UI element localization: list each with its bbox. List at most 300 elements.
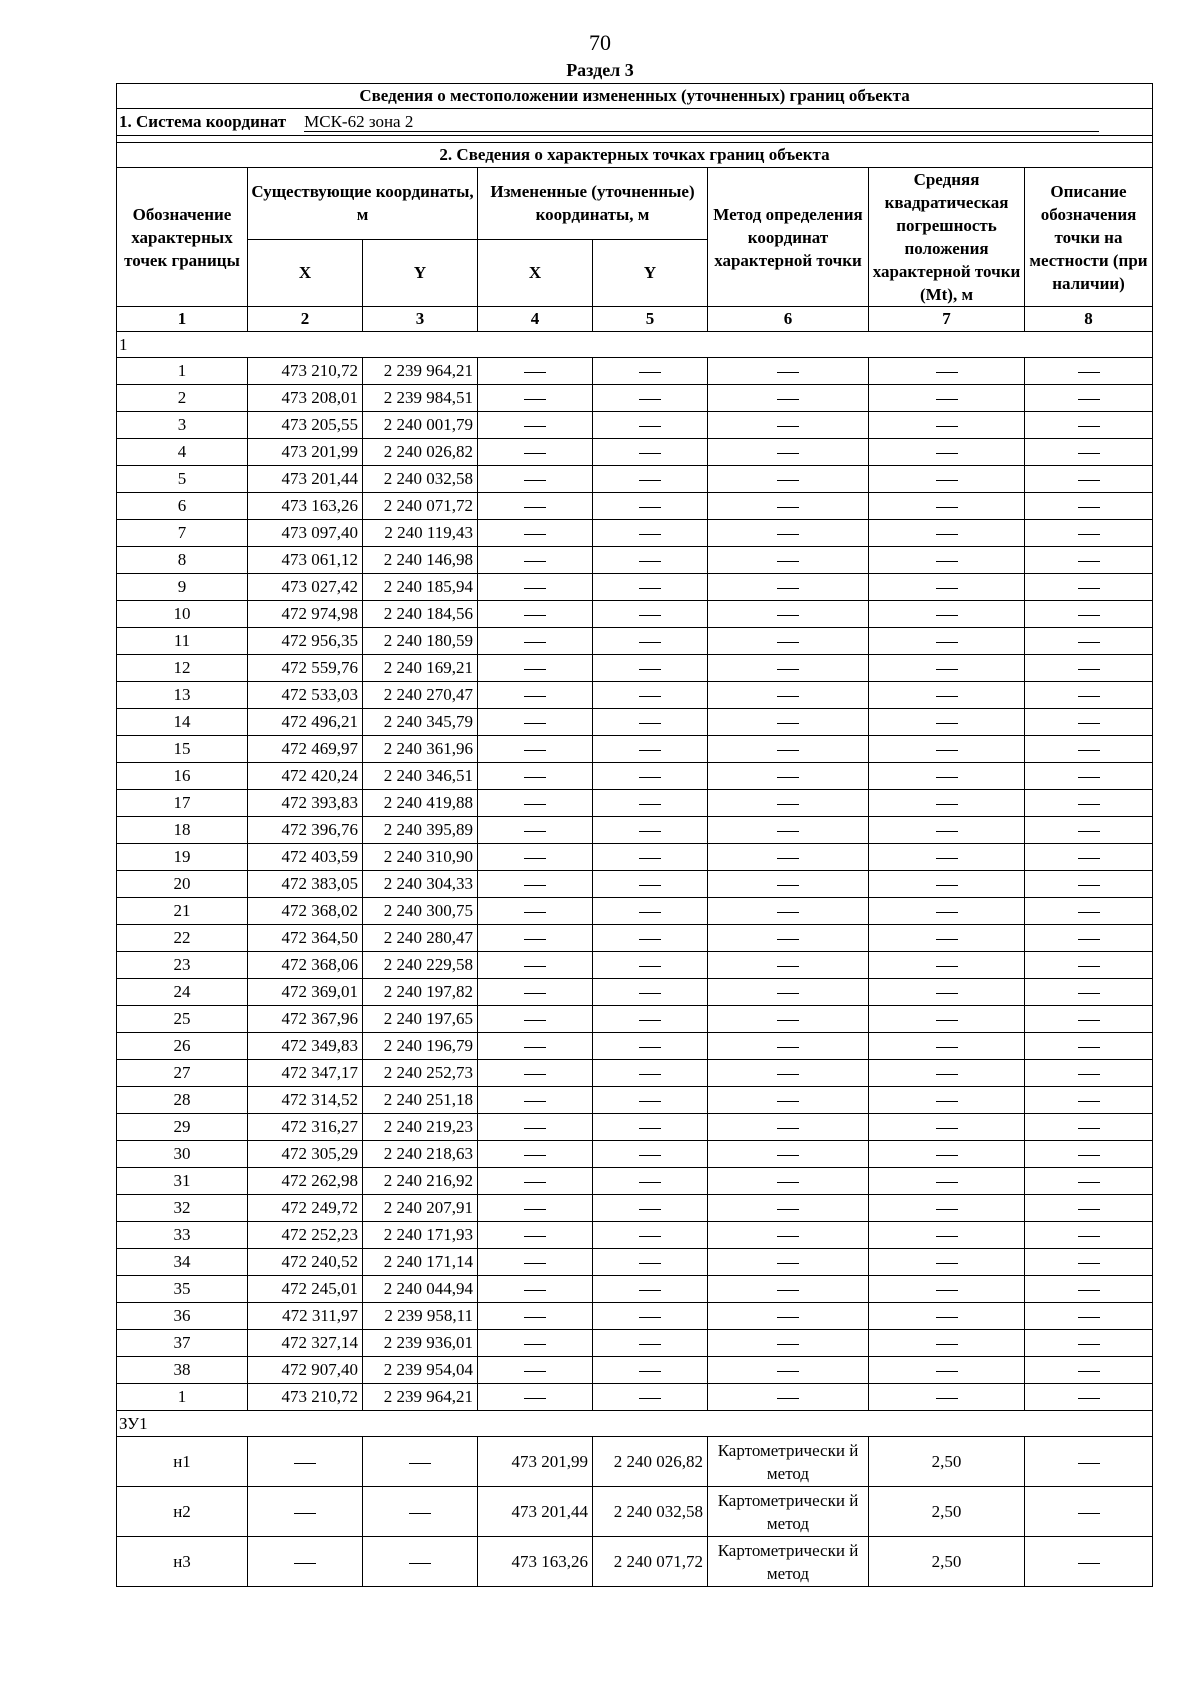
dash-mark [639,642,661,643]
empty-cell [1025,790,1153,817]
empty-cell [708,763,869,790]
dash-mark [936,399,958,400]
dash-mark [936,372,958,373]
table-row [117,1033,1153,1060]
empty-cell [593,817,708,844]
table-row [117,844,1153,871]
table-row [117,817,1153,844]
empty-cell [869,952,1025,979]
point-number: 26 [117,1033,248,1060]
empty-cell [478,547,593,574]
dash-mark [777,615,799,616]
table-row [117,1195,1153,1222]
dash-mark [409,1463,431,1464]
empty-cell [593,1222,708,1249]
dash-mark [936,858,958,859]
existing-x: 472 367,96 [248,1006,363,1033]
dash-mark [1078,939,1100,940]
existing-y: 2 240 119,43 [363,520,478,547]
empty-cell [708,1060,869,1087]
empty-cell [708,1249,869,1276]
empty-cell [593,1276,708,1303]
dash-mark [1078,1398,1100,1399]
empty-cell [593,925,708,952]
coord-system-value: МСК-62 зона 2 [304,113,1099,132]
dash-mark [936,912,958,913]
point-number: 15 [117,736,248,763]
existing-x: 472 393,83 [248,790,363,817]
existing-y: 2 240 361,96 [363,736,478,763]
existing-y: 2 240 229,58 [363,952,478,979]
dash-mark [1078,453,1100,454]
empty-cell [478,1276,593,1303]
dash-mark [639,993,661,994]
dash-mark [777,1182,799,1183]
dash-mark [639,777,661,778]
table-row [117,1249,1153,1276]
empty-cell [478,493,593,520]
dash-mark [524,777,546,778]
empty-cell [1025,655,1153,682]
dash-mark [936,885,958,886]
empty-cell [869,1357,1025,1384]
empty-cell [1025,898,1153,925]
empty-cell [593,1114,708,1141]
dash-mark [294,1563,316,1564]
point-number: 18 [117,817,248,844]
method: Картометрически й метод [708,1437,869,1487]
empty-cell [593,466,708,493]
dash-mark [936,1182,958,1183]
empty-cell [708,655,869,682]
point-number: 8 [117,547,248,574]
changed-x: 473 163,26 [478,1537,593,1587]
empty-cell [478,628,593,655]
empty-cell [1025,1276,1153,1303]
dash-mark [639,723,661,724]
existing-y: 2 240 026,82 [363,439,478,466]
point-number: 27 [117,1060,248,1087]
existing-y: 2 240 032,58 [363,466,478,493]
empty-cell [478,925,593,952]
dash-mark [1078,993,1100,994]
dash-mark [524,1074,546,1075]
dash-mark [1078,507,1100,508]
column-number: 6 [708,307,869,332]
empty-cell [708,1033,869,1060]
dash-mark [524,1155,546,1156]
column-number: 4 [478,307,593,332]
empty-cell [869,979,1025,1006]
dash-mark [1078,1128,1100,1129]
existing-x: 472 559,76 [248,655,363,682]
empty-cell [1025,682,1153,709]
dash-mark [777,1101,799,1102]
dash-mark [1078,1236,1100,1237]
dash-mark [1078,1020,1100,1021]
dash-mark [777,858,799,859]
empty-cell [593,1249,708,1276]
dash-mark [936,1047,958,1048]
table-row [117,1357,1153,1384]
table-row [117,628,1153,655]
empty-cell [869,358,1025,385]
header-method: Метод определения координат характерной точки [708,168,869,307]
empty-cell [478,601,593,628]
empty-cell [1025,952,1153,979]
dash-mark [524,723,546,724]
existing-x: 472 240,52 [248,1249,363,1276]
empty-cell [593,1330,708,1357]
empty-cell [593,628,708,655]
existing-y: 2 240 304,33 [363,871,478,898]
dash-mark [524,372,546,373]
column-numbers-row [117,307,1153,332]
empty-cell [869,601,1025,628]
dash-mark [524,1182,546,1183]
dash-mark [639,507,661,508]
existing-x: 472 369,01 [248,979,363,1006]
empty-cell [478,1384,593,1411]
dash-mark [524,615,546,616]
table-row [117,385,1153,412]
existing-y: 2 240 252,73 [363,1060,478,1087]
existing-y: 2 239 936,01 [363,1330,478,1357]
header-row-1 [117,168,1153,240]
empty-cell [1025,1222,1153,1249]
table-row [117,871,1153,898]
dash-mark [524,1317,546,1318]
existing-x: 472 396,76 [248,817,363,844]
empty-cell [708,601,869,628]
point-number: 33 [117,1222,248,1249]
empty-cell [869,1249,1025,1276]
empty-cell [478,385,593,412]
dash-mark [777,1020,799,1021]
dash-mark [639,588,661,589]
empty-cell [1025,709,1153,736]
empty-cell [593,358,708,385]
dash-mark [936,1398,958,1399]
existing-x: 472 383,05 [248,871,363,898]
dash-mark [936,1263,958,1264]
dash-mark [936,1236,958,1237]
existing-y: 2 240 196,79 [363,1033,478,1060]
point-number: 16 [117,763,248,790]
dash-mark [524,1263,546,1264]
dash-mark [936,831,958,832]
dash-mark [1078,912,1100,913]
existing-x: 472 245,01 [248,1276,363,1303]
point-number: 13 [117,682,248,709]
empty-cell [1025,547,1153,574]
table-row [117,520,1153,547]
dash-mark [936,534,958,535]
point-number: 25 [117,1006,248,1033]
spacer-row [117,136,1153,143]
point-number: 28 [117,1087,248,1114]
dash-mark [524,912,546,913]
empty-cell [1025,1195,1153,1222]
dash-mark [524,1101,546,1102]
empty-cell [593,574,708,601]
existing-x: 473 205,55 [248,412,363,439]
empty-cell [708,439,869,466]
dash-mark [777,399,799,400]
empty-cell [1025,871,1153,898]
empty-cell [708,520,869,547]
existing-x: 472 311,97 [248,1303,363,1330]
empty-cell [1025,1487,1153,1537]
existing-x: 472 469,97 [248,736,363,763]
table-row [117,1114,1153,1141]
empty-cell [1025,1357,1153,1384]
dash-mark [936,1128,958,1129]
empty-cell [708,1276,869,1303]
empty-cell [478,979,593,1006]
point-number: 7 [117,520,248,547]
dash-mark [936,750,958,751]
empty-cell [593,1141,708,1168]
existing-x: 472 347,17 [248,1060,363,1087]
table-row [117,601,1153,628]
empty-cell [478,1033,593,1060]
empty-cell [478,1195,593,1222]
dash-mark [936,1074,958,1075]
point-number: 23 [117,952,248,979]
table-row [117,1330,1153,1357]
empty-cell [708,898,869,925]
empty-cell [478,1006,593,1033]
dash-mark [639,1236,661,1237]
dash-mark [1078,696,1100,697]
point-number: 24 [117,979,248,1006]
dash-mark [777,804,799,805]
existing-x: 472 349,83 [248,1033,363,1060]
empty-cell [1025,601,1153,628]
existing-y: 2 240 216,92 [363,1168,478,1195]
error: 2,50 [869,1487,1025,1537]
existing-y: 2 240 171,93 [363,1222,478,1249]
point-number: 29 [117,1114,248,1141]
dash-mark [936,1209,958,1210]
dash-mark [777,453,799,454]
dash-mark [936,561,958,562]
empty-cell [593,520,708,547]
empty-cell [708,547,869,574]
empty-cell [869,1276,1025,1303]
empty-cell [593,655,708,682]
table-row [117,709,1153,736]
dash-mark [777,777,799,778]
existing-y: 2 240 219,23 [363,1114,478,1141]
existing-x: 472 420,24 [248,763,363,790]
empty-cell [1025,1114,1153,1141]
existing-x: 473 210,72 [248,358,363,385]
dash-mark [524,669,546,670]
table-row [117,655,1153,682]
empty-cell [1025,979,1153,1006]
empty-cell [708,574,869,601]
dash-mark [639,912,661,913]
empty-cell [1025,520,1153,547]
empty-cell [478,817,593,844]
dash-mark [777,1398,799,1399]
empty-cell [478,790,593,817]
subsection-title: 2. Сведения о характерных точках границ объекта [117,143,1153,168]
empty-cell [1025,763,1153,790]
dash-mark [936,1344,958,1345]
point-number: 32 [117,1195,248,1222]
dash-mark [639,561,661,562]
empty-cell [478,1168,593,1195]
dash-mark [936,642,958,643]
empty-cell [593,1384,708,1411]
empty-cell [363,1487,478,1537]
dash-mark [639,1398,661,1399]
table-row [117,358,1153,385]
existing-y: 2 240 310,90 [363,844,478,871]
point-number: 3 [117,412,248,439]
point-number: 37 [117,1330,248,1357]
dash-mark [1078,1209,1100,1210]
empty-cell [478,1114,593,1141]
empty-cell [593,1195,708,1222]
point-number: 31 [117,1168,248,1195]
dash-mark [1078,1344,1100,1345]
empty-cell [593,844,708,871]
dash-mark [1078,642,1100,643]
dash-mark [639,1020,661,1021]
dash-mark [1078,1182,1100,1183]
dash-mark [777,1290,799,1291]
table-row [117,1168,1153,1195]
empty-cell [478,709,593,736]
empty-cell [1025,1168,1153,1195]
existing-y: 2 239 958,11 [363,1303,478,1330]
table-row [117,790,1153,817]
dash-mark [524,750,546,751]
empty-cell [478,1357,593,1384]
dash-mark [936,1371,958,1372]
empty-cell [593,601,708,628]
dash-mark [1078,588,1100,589]
point-number: н3 [117,1537,248,1587]
empty-cell [1025,1033,1153,1060]
dash-mark [1078,1101,1100,1102]
empty-cell [869,736,1025,763]
table-row [117,898,1153,925]
existing-y: 2 240 300,75 [363,898,478,925]
column-number: 3 [363,307,478,332]
dash-mark [777,480,799,481]
empty-cell [708,628,869,655]
table-row [117,682,1153,709]
empty-cell [869,682,1025,709]
empty-cell [708,385,869,412]
dash-mark [1078,1563,1100,1564]
group-name: 1 [117,332,1153,358]
dash-mark [936,966,958,967]
dash-mark [524,696,546,697]
existing-y: 2 239 954,04 [363,1357,478,1384]
empty-cell [478,1087,593,1114]
point-number: 12 [117,655,248,682]
point-number: 1 [117,358,248,385]
point-number: 35 [117,1276,248,1303]
dash-mark [639,1047,661,1048]
header-changed: Измененные (уточненные) координаты, м [478,168,708,240]
empty-cell [478,736,593,763]
subsection-title-row [117,143,1153,168]
dash-mark [1078,723,1100,724]
changed-x: 473 201,44 [478,1487,593,1537]
empty-cell [708,1006,869,1033]
dash-mark [936,669,958,670]
dash-mark [524,1398,546,1399]
existing-y: 2 239 964,21 [363,1384,478,1411]
empty-cell [478,412,593,439]
existing-x: 472 249,72 [248,1195,363,1222]
empty-cell [708,844,869,871]
table-row [117,466,1153,493]
existing-x: 472 533,03 [248,682,363,709]
dash-mark [639,426,661,427]
empty-cell [869,1303,1025,1330]
dash-mark [777,966,799,967]
empty-cell [869,493,1025,520]
empty-cell [869,844,1025,871]
table-row [117,1141,1153,1168]
existing-y: 2 240 395,89 [363,817,478,844]
point-number: 17 [117,790,248,817]
empty-cell [478,1060,593,1087]
dash-mark [777,426,799,427]
page-number: 70 [589,30,611,55]
empty-cell [869,1330,1025,1357]
empty-cell [593,1006,708,1033]
empty-cell [593,979,708,1006]
dash-mark [936,777,958,778]
existing-y: 2 240 419,88 [363,790,478,817]
empty-cell [708,790,869,817]
dash-mark [639,1317,661,1318]
point-number: 38 [117,1357,248,1384]
dash-mark [524,507,546,508]
point-number: 10 [117,601,248,628]
empty-cell [708,1114,869,1141]
empty-cell [1025,466,1153,493]
empty-cell [1025,1384,1153,1411]
empty-cell [1025,574,1153,601]
dash-mark [639,804,661,805]
empty-cell [1025,493,1153,520]
dash-mark [1078,1513,1100,1514]
dash-mark [639,534,661,535]
empty-cell [593,736,708,763]
existing-x: 472 364,50 [248,925,363,952]
empty-cell [1025,736,1153,763]
column-number: 7 [869,307,1025,332]
empty-cell [869,763,1025,790]
dash-mark [1078,1371,1100,1372]
dash-mark [1078,480,1100,481]
dash-mark [1078,1463,1100,1464]
table-row [117,1060,1153,1087]
existing-y: 2 240 171,14 [363,1249,478,1276]
existing-y: 2 240 146,98 [363,547,478,574]
empty-cell [869,1168,1025,1195]
